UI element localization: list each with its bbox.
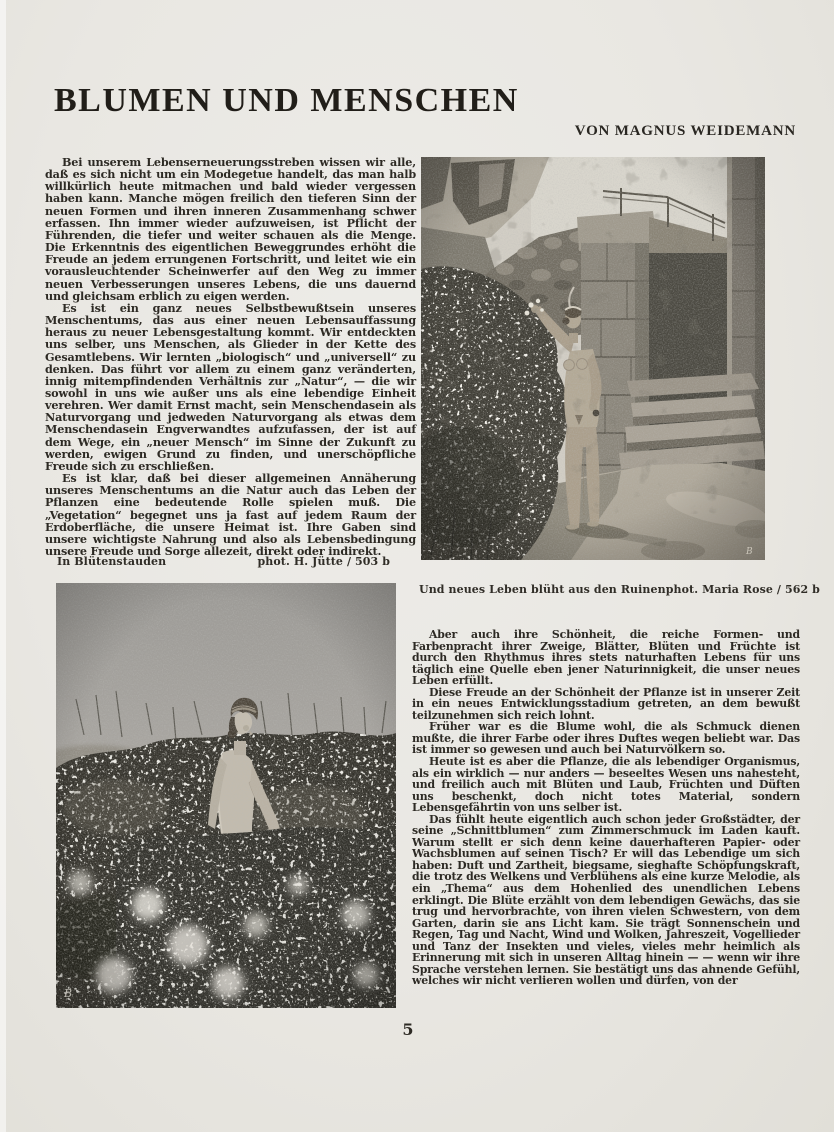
scan-edge-highlight [0,0,6,1132]
right-text-column [412,629,800,987]
photo-caption: In Blütenstauden [57,555,167,568]
page-number: 5 [402,1020,414,1039]
paragraph: Es ist ein ganz neues Selbstbewußtsein unseres Menschentums, das aus einer neuen Lebensauffassung heraus zu neuer Lebensgestaltung kommt. Wir entdeckten uns selber, uns Menschen, als Glieder in der Kette des Gesamtlebens. Wir lernten „biologisch“ und „universell“ zu denken. Das führt vor allem zu einem ganz veränderten, innig mitempfindenden Verhältnis zur „Natur“, — die wir sowohl in uns wie außer uns als eine lebendige Einheit verehren. Wer damit Ernst macht, sein Menschendasein als Naturvorgang und jedweden Naturvorgang als etwas dem Menschendasein Engverwandtes aufzufassen, der ist auf dem Wege, ein „neuer Mensch“ im Sinne der Zukunft zu werden, ewigen Grund zu finden, und unerschöpfliche Freude sich zu erschließen. [45,300,416,473]
photo-credit: phot. H. Jütte / 503 b [257,555,390,568]
photo-caption: Und neues Leben blüht aus den Ruinen [419,583,666,596]
paragraph: Heute ist es aber die Pflanze, die als lebendiger Organismus, als ein wirklich — nur anders — beseeltes Wesen uns nahesteht, und freilich auch mit Blüten und Laub, Früchten und Düften uns beschenkt, doch nicht totes Material, sondern Lebensgefährtin von uns selber ist. [412,755,800,815]
paragraph: Diese Freude an der Schönheit der Pflanze ist in unserer Zeit in ein neues Entwicklungsstadium getreten, an dem bewußt teilzunehmen sich reich lohnt. [412,685,800,722]
paragraph: Aber auch ihre Schönheit, die reiche Formen- und Farbenpracht ihrer Zweige, Blätter, Blüten und Früchte ist durch den Rhythmus ihres stets naturhaften Lebens für uns täglich eine Quelle eben jener Naturinnigkeit, die unser neues Leben erfüllt. [412,628,800,688]
meadow-photo-illustration [56,583,396,1008]
paragraph: Das fühlt heute eigentlich auch schon jeder Großstädter, der seine „Schnittblumen“ zum Zimmerschmuck im Laden kauft. Warum stellt er sich denn keine dauerhafteren Papier- oder Wachsblumen auf seinen Tisch? Er will das Lebendige um sich haben: Duft und Zartheit, biegsame, sieghafte Schöpfungskraft, die trotz des Welkens und Verblühens als eine kurze Melodie, als ein „Thema“ aus dem Hohenlied des unendlichen Lebens erklingt. Die Blüte erzählt von dem lebendigen Gewächs, das sie trug und hervorbrachte, von ihren vielen Schwestern, von dem Garten, darin sie ans Licht kam. Sie trägt Sonnenschein und Regen, Tag und Nacht, Wind und Wolken, Jahreszeit, Vogellieder und Tanz der Insekten und vieles, vieles mehr heimlich als Erinnerung mit sich in unseren Alltag hinein — — wenn wir ihre Sprache verstehen lernen. Sie bestätigt uns das ahnende Gefühl, welches wir nicht verlieren wollen und dürfen, von der [412,812,800,988]
paragraph: Es ist klar, daß bei dieser allgemeinen Annäherung unseres Menschentums an die Natur auch das Leben der Pflanzen eine bedeutende Rolle spielen muß. Die „Vegetation“ begegnet uns ja fast auf jedem Raum der Erdoberfläche, die unsere Heimat ist. Ihre Gaben sind unsere wichtigste Nahrung und also als Lebensbedingung unsere Freude und Sorge allezeit, direkt oder indirekt. [45,471,416,558]
photographer-monogram: B [64,987,73,1000]
paragraph: Bei unserem Lebenserneuerungsstreben wissen wir alle, daß es sich nicht um ein Modegetue handelt, das man halb willkürlich heute mitmachen und bald wieder vergessen haben kann. Manche mögen freilich den tieferen Sinn der neuen Formen und ihren inneren Zusammenhang schwer erfassen. Ihn immer wieder aufzuweisen, ist Pflicht der Führenden, die tiefer und weiter schauen als die Menge. Die Erkenntnis des eigentlichen Beweggrundes erhöht die Freude an jedem errungenen Fortschritt, und leitet wie ein vorausleuchtender Scheinwerfer auf den Weg zu immer neuen Verbesserungen unseres Lebens, die uns dauernd und gleichsam erblich zu eigen werden. [45,155,416,303]
ruins-photo-illustration [421,157,765,560]
photo-meadow [56,583,396,1008]
paragraph: Früher war es die Blume wohl, die als Schmuck dienen mußte, die ihrer Farbe oder ihres Duftes wegen beliebt war. Das ist immer so gewesen und auch bei Naturvölkern so. [412,720,800,757]
photo-ruins [421,157,765,560]
article-byline: VON MAGNUS WEIDEMANN [574,123,796,139]
left-text-column [45,156,416,557]
ruins-photo-caption-row [419,583,820,596]
meadow-photo-caption-row [57,555,390,568]
photographer-monogram: B [746,547,753,557]
photo-credit: phot. Maria Rose / 562 b [665,583,820,596]
article-title: BLUMEN UND MENSCHEN [54,82,519,119]
